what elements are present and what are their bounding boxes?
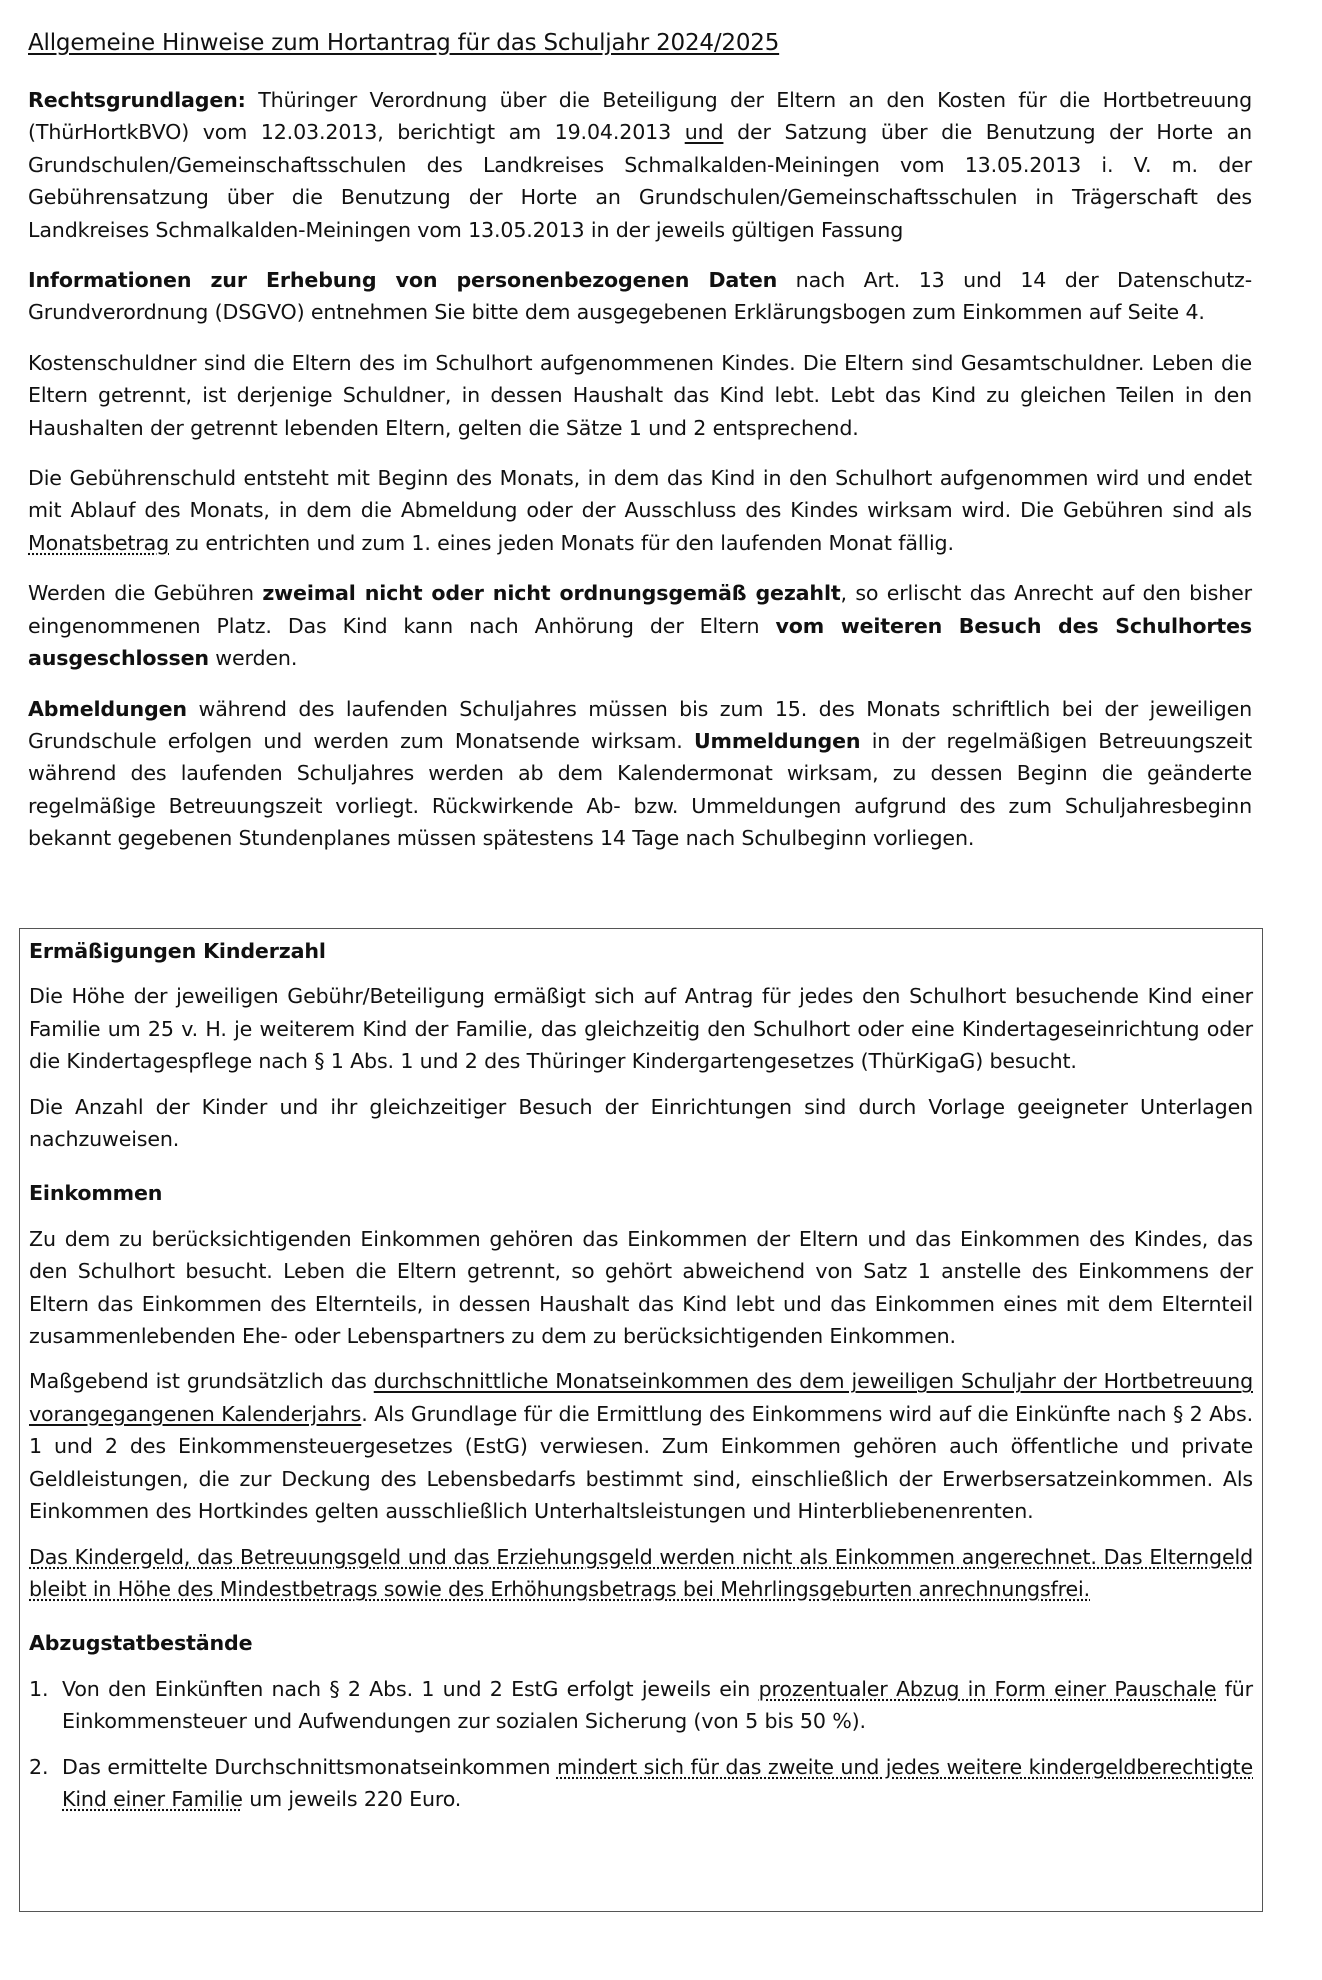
list-item-underlined: prozentualer Abzug in Form einer Pauschale xyxy=(758,1676,1217,1701)
list-item xyxy=(29,1673,1253,1738)
paragraph-cost-debtor: Kostenschuldner sind die Eltern des im Schulhort aufgenommenen Kindes. Die Eltern sind Gesamtschuldner. Leben die Eltern getrennt, ist derjenige Schuldner, in dessen Haushalt das Kind lebt. Lebt das Kind zu gleichen Teilen in den Haushalten der getrennt lebenden Eltern, gelten die Sätze 1 und 2 entsprechend. xyxy=(28,350,1252,440)
data-protection-label: Informationen zur Erhebung von personenbezogenen Daten xyxy=(28,268,778,293)
paragraph-deregistration xyxy=(28,693,1252,855)
paragraph-fee-liability xyxy=(28,462,1252,559)
monthly-amount-term: Monatsbetrag xyxy=(28,530,170,555)
paragraph-non-payment xyxy=(28,577,1252,674)
paragraph-child-proof: Die Anzahl der Kinder und ihr gleichzeitiger Besuch der Einrichtungen sind durch Vorlage geeigneter Unterlagen nachzuweisen. xyxy=(29,1094,1253,1152)
list-item xyxy=(29,1751,1253,1816)
fee-liability-text-1: Die Gebührenschuld entsteht mit Beginn des Monats, in dem das Kind in den Schulhort aufgenommen wird und endet mit Ablauf des Monats, in dem die Abmeldung oder der Ausschluss des Kindes wirksam wird. Die Gebühren sind als xyxy=(28,466,1252,523)
document-body xyxy=(28,84,1252,873)
list-item-text-1: Das ermittelte Durchschnittsmonatseinkommen xyxy=(62,1754,557,1779)
data-protection-text: nach Art. 13 und 14 der Datenschutz-Grundverordnung (DSGVO) entnehmen Sie bitte dem ausgegebenen Erklärungsbogen zum Einkommen auf Seite 4. xyxy=(28,268,1252,325)
paragraph-income-exclusions: Das Kindergeld, das Betreuungsgeld und das Erziehungsgeld werden nicht als Einkommen angerechnet. Das Elterngeld bleibt in Höhe des Mindestbetrags sowie des Erhöhungsbetrags bei Mehrlingsgeburten anrechnungsfrei. xyxy=(29,1544,1253,1601)
reductions-box-content xyxy=(29,935,1253,1828)
paragraph-income-definition: Zu dem zu berücksichtigenden Einkommen gehören das Einkommen der Eltern und das Einkommen des Kindes, das den Schulhort besucht. Leben die Eltern getrennt, so gehört abweichend von Satz 1 anstelle des Einkommens der Eltern das Einkommen des Elternteils, in dessen Haushalt das Kind lebt und das Einkommen eines mit dem Elternteil zusammenlebenden Ehe- oder Lebenspartners zu dem zu berücksichtigenden Einkommen. xyxy=(29,1226,1253,1349)
heading-deductions: Abzugstatbestände xyxy=(29,1631,253,1656)
heading-income: Einkommen xyxy=(29,1181,163,1206)
list-item-text-2: um jeweils 220 Euro. xyxy=(242,1786,462,1811)
deregistration-text-2: in der regelmäßigen Betreuungszeit während des laufenden Schuljahres werden ab dem Kalendermonat wirksam, zu dessen Beginn die geänderte regelmäßige Betreuungszeit vorliegt. Rückwirkende Ab- bzw. Ummeldungen aufgrund des zum Schuljahresbeginn bekannt gegebenen Stundenplanes müssen spätestens 14 Tage nach Schulbeginn vorliegen. xyxy=(28,728,1252,851)
heading-child-reduction: Ermäßigungen Kinderzahl xyxy=(29,939,326,963)
income-basis-underlined: durchschnittliche Monatseinkommen des dem jeweiligen Schuljahr der Hortbetreuung vorangegangenen Kalenderjahrs xyxy=(29,1369,1253,1426)
page-title: Allgemeine Hinweise zum Hortantrag für das Schuljahr 2024/2025 xyxy=(28,30,780,56)
legal-basis-label: Rechtsgrundlagen: xyxy=(28,88,246,112)
reregistration-label: Ummeldungen xyxy=(693,728,861,753)
list-item-number: 2. xyxy=(29,1754,49,1779)
deregistration-label: Abmeldungen xyxy=(28,696,187,721)
legal-basis-text-2: der Satzung über die Benutzung der Horte an Grundschulen/Gemeinschaftsschulen des Landkreises Schmalkalden-Meiningen vom 13.05.2013 i. V. m. der Gebührensatzung über die Benutzung der Horte an Grundschulen/Gemeinschaftsschulen in Trägerschaft des Landkreises Schmalkalden-Meiningen vom 13.05.2013 in der jeweils gültigen Fassung xyxy=(28,120,1252,242)
reductions-box xyxy=(19,928,1263,1912)
legal-basis-und: und xyxy=(684,120,724,145)
income-basis-text-2: . Als Grundlage für die Ermittlung des Einkommens wird auf die Einkünfte nach § 2 Abs. 1 und 2 des Einkommensteuergesetzes (EstG) verwiesen. Zum Einkommen gehören auch öffentliche und private Geldleistungen, die zur Deckung des Lebensbedarfs bestimmt sind, einschließlich der Erwerbsersatzeinkommen. Als Einkommen des Hortkindes gelten ausschließlich Unterhaltsleistungen und Hinterbliebenenrenten. xyxy=(29,1401,1253,1524)
list-item-underlined: mindert sich für das zweite und jedes weitere kindergeldberechtigte Kind einer Familie xyxy=(62,1754,1254,1811)
paragraph-data-protection xyxy=(28,264,1252,329)
non-payment-text-1: Werden die Gebühren xyxy=(28,581,263,606)
paragraph-child-reduction: Die Höhe der jeweiligen Gebühr/Beteiligung ermäßigt sich auf Antrag für jedes den Schulhort besuchende Kind einer Familie um 25 v. H. je weiterem Kind der Familie, das gleichzeitig den Schulhort oder eine Kindertageseinrichtung oder die Kindertagespflege nach § 1 Abs. 1 und 2 des Thüringer Kindergartengesetzes (ThürKigaG) besucht. xyxy=(29,984,1253,1074)
income-basis-text-1: Maßgebend ist grundsätzlich das xyxy=(29,1369,374,1394)
deductions-list xyxy=(29,1673,1253,1816)
non-payment-text-2: , so erlischt das Anrecht auf den bisher eingenommenen Platz. Das Kind kann nach Anhörung der Eltern xyxy=(28,581,1252,638)
paragraph-legal-basis xyxy=(28,84,1252,246)
list-item-number: 1. xyxy=(29,1676,49,1701)
deregistration-text-1: während des laufenden Schuljahres müssen bis zum 15. des Monats schriftlich bei der jeweiligen Grundschule erfolgen und werden zum Monatsende wirksam. xyxy=(28,696,1252,753)
fee-liability-text-2: zu entrichten und zum 1. eines jeden Monats für den laufenden Monat fällig. xyxy=(169,530,954,555)
list-item-text-1: Von den Einkünften nach § 2 Abs. 1 und 2 EstG erfolgt jeweils ein xyxy=(62,1676,759,1701)
legal-basis-text-1: Thüringer Verordnung über die Beteiligung der Eltern an den Kosten für die Hortbetreuung (ThürHortkBVO) vom 12.03.2013, berichtigt am 19.04.2013 xyxy=(28,88,1252,145)
list-item-text-2: für Einkommensteuer und Aufwendungen zur sozialen Sicherung (von 5 bis 50 %). xyxy=(62,1676,1254,1734)
non-payment-text-3: werden. xyxy=(208,646,298,671)
non-payment-bold-1: zweimal nicht oder nicht ordnungsgemäß gezahlt xyxy=(262,581,841,606)
non-payment-bold-2: vom weiteren Besuch des Schulhortes ausgeschlossen xyxy=(28,613,1252,671)
paragraph-income-basis xyxy=(29,1365,1253,1527)
